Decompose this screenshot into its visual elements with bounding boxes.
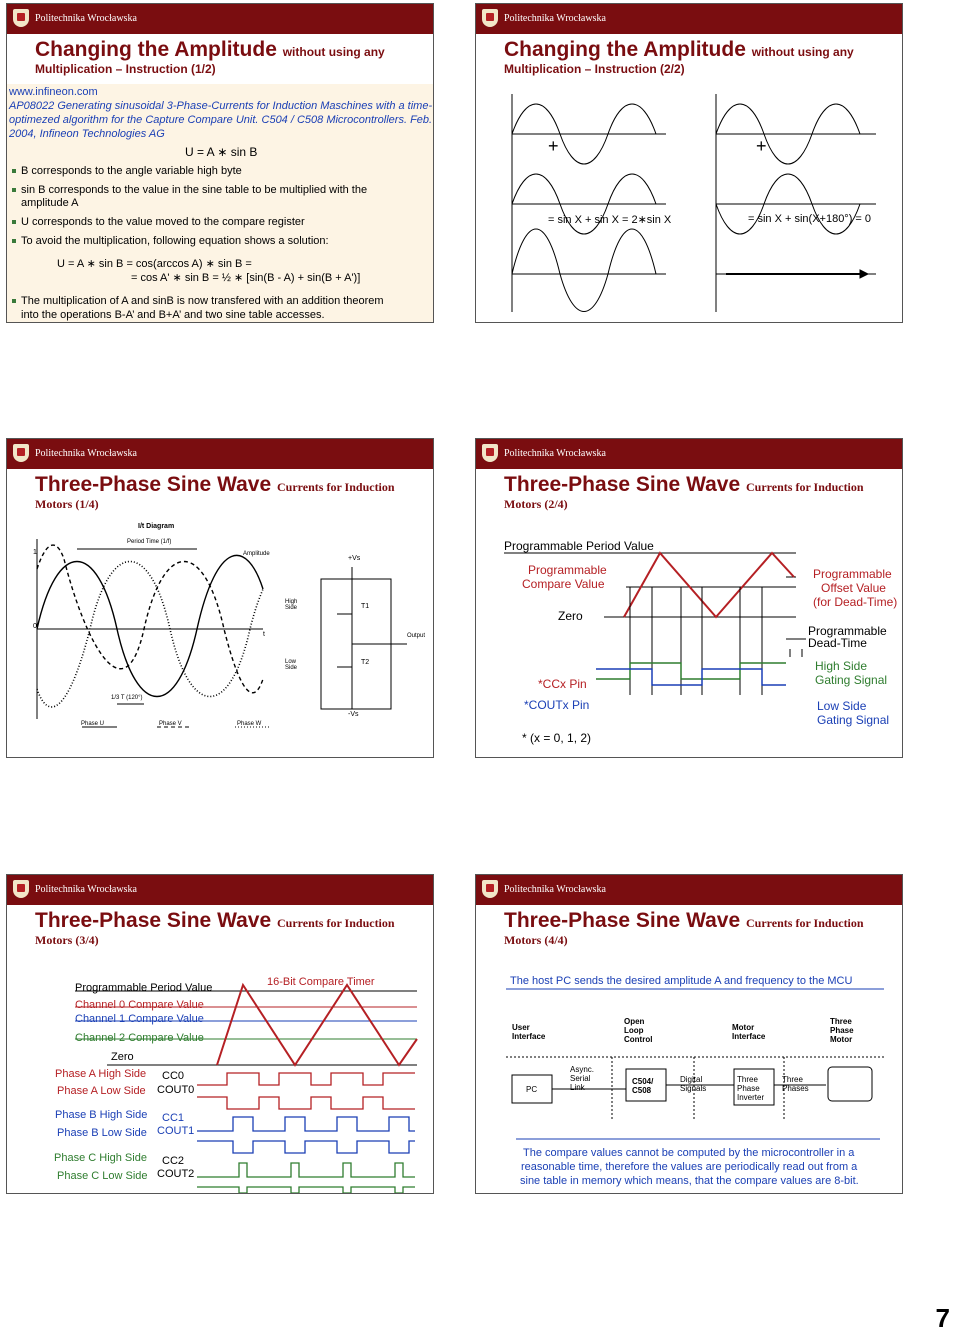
vs-plus-label: +Vs <box>348 555 361 562</box>
bullet-5a: The multiplication of A and sinB is now transfered with an addition theorem <box>21 295 384 307</box>
slide-title: Three-Phase Sine Wave Currents for Induction <box>504 909 864 932</box>
t2-label: T2 <box>361 659 370 666</box>
offset-label-3: (for Dead-Time) <box>813 595 898 609</box>
cc2-label: CC2 <box>162 1155 185 1167</box>
slide-6 <box>475 874 903 1194</box>
inverter-label: Three Phase Inverter <box>737 1075 765 1102</box>
open-loop-label: Open Loop Control <box>624 1017 653 1044</box>
university-logo-icon <box>482 880 498 898</box>
cc1-label: CC1 <box>162 1112 185 1124</box>
bullet-1: B corresponds to the angle variable high byte <box>21 165 242 177</box>
low-side-label-1: Low Side <box>817 699 867 713</box>
legend-phase-w: Phase W <box>237 721 262 727</box>
dead-time-label-1: Programmable <box>808 624 887 638</box>
phase-a-high-label: Phase A High Side <box>55 1068 147 1080</box>
cout0-label: COUT0 <box>157 1084 195 1096</box>
timer-label: 16-Bit Compare Timer <box>267 976 375 988</box>
footnote: * (x = 0, 1, 2) <box>522 731 592 745</box>
compare-label-1: Programmable <box>528 563 607 577</box>
slide-title-line2: Motors (4/4) <box>504 933 568 947</box>
university-logo-icon <box>13 444 29 462</box>
zero-label: Zero <box>111 1051 134 1063</box>
offset-label-2: Offset Value <box>821 581 886 595</box>
slide-title: Three-Phase Sine Wave Currents for Induction <box>35 909 395 932</box>
channel-1-label: Channel 1 Compare Value <box>75 1013 204 1025</box>
output-label: Output <box>407 633 426 639</box>
slide-title-line2: Motors (1/4) <box>35 497 99 511</box>
vs-minus-label: -Vs <box>348 711 359 718</box>
channel-2-label: Channel 2 Compare Value <box>75 1032 204 1044</box>
page-number: 7 <box>935 1303 950 1333</box>
axis-one: 1 <box>33 549 37 556</box>
three-phase-motor-label: Three Phase Motor <box>830 1017 854 1044</box>
high-side-label: High Side <box>285 599 298 611</box>
slide-header <box>7 875 433 905</box>
legend-phase-v: Phase V <box>159 721 182 727</box>
period-label: Period Time (1/f) <box>127 539 172 545</box>
async-serial-link-label: Async. Serial Link <box>570 1065 595 1092</box>
bullet-2b: amplitude A <box>21 197 79 209</box>
digital-signals-label: Digital Signals <box>680 1075 707 1093</box>
bullet-3: U corresponds to the value moved to the compare register <box>21 216 305 228</box>
coutx-pin-label: *COUTx Pin <box>524 698 590 712</box>
university-name: Politechnika Wrocławska <box>35 884 137 895</box>
reference-line-2: optimezed algorithm for the Capture Compare Unit. C504 / C508 Microcontrollers. Feb. <box>9 114 433 126</box>
reference-url[interactable]: www.infineon.com <box>9 86 98 98</box>
slide-title: Changing the Amplitude without using any <box>504 38 854 61</box>
slide-header <box>476 439 902 469</box>
offset-label-1: Programmable <box>813 567 892 581</box>
slide-title-line2: Motors (2/4) <box>504 497 568 511</box>
third-period-label: 1/3 T (120°) <box>111 695 143 701</box>
cout2-label: COUT2 <box>157 1168 195 1180</box>
axis-zero: 0 <box>33 623 37 630</box>
dead-time-label-2: Dead-Time <box>808 636 867 650</box>
bullet-4: To avoid the multiplication, following equation shows a solution: <box>21 235 329 247</box>
reference-line-3: 2004, Infineon Technologies AG <box>9 128 165 140</box>
bullet-2a: sin B corresponds to the value in the sine table to be multiplied with the <box>21 184 368 196</box>
slide-2 <box>475 3 903 323</box>
slide-3 <box>6 438 434 758</box>
slide-title-line2: Multiplication – Instruction (1/2) <box>35 62 216 76</box>
cc0-label: CC0 <box>162 1070 185 1082</box>
equation-left: = sin X + sin X = 2∗sin X <box>548 214 672 226</box>
phase-c-high-label: Phase C High Side <box>54 1152 147 1164</box>
motor-interface-label: Motor Interface <box>732 1023 766 1041</box>
ccx-pin-label: *CCx Pin <box>538 677 587 691</box>
slide-header <box>476 4 902 34</box>
high-side-label-1: High Side <box>815 659 868 673</box>
zero-label: Zero <box>558 609 583 623</box>
equation-line-1: U = A ∗ sin B = cos(arccos A) ∗ sin B = <box>57 258 252 270</box>
slide-5 <box>6 874 434 1194</box>
slide-title: Changing the Amplitude without using any <box>35 38 385 61</box>
cout1-label: COUT1 <box>157 1125 195 1137</box>
mcu-label: C504/ C508 <box>632 1077 654 1095</box>
period-value-label: Programmable Period Value <box>504 539 654 553</box>
period-value-label: Programmable Period Value <box>75 982 213 994</box>
channel-0-label: Channel 0 Compare Value <box>75 999 204 1011</box>
amplitude-label: Amplitude <box>243 551 270 557</box>
phase-b-low-label: Phase B Low Side <box>57 1127 147 1139</box>
legend-phase-u: Phase U <box>81 721 105 727</box>
phase-b-high-label: Phase B High Side <box>55 1109 148 1121</box>
sine-sum-diagram <box>476 84 903 323</box>
slide-1 <box>6 3 434 323</box>
phase-c-low-label: Phase C Low Side <box>57 1170 148 1182</box>
formula: U = A ∗ sin B <box>185 145 258 159</box>
reference-line-1: AP08022 Generating sinusoidal 3-Phase-Currents for Induction Maschines with a time- <box>9 100 433 112</box>
university-logo-icon <box>13 880 29 898</box>
plus-sign-left: + <box>548 136 559 156</box>
slide-4 <box>475 438 903 758</box>
university-name: Politechnika Wrocławska <box>504 448 606 459</box>
slide-title: Three-Phase Sine Wave Currents for Induction <box>35 473 395 496</box>
university-logo-icon <box>482 9 498 27</box>
bottom-text-1: The compare values cannot be computed by the microcontroller in a <box>523 1147 855 1159</box>
university-logo-icon <box>13 9 29 27</box>
slide-header <box>7 4 433 34</box>
top-text: The host PC sends the desired amplitude A and frequency to the MCU <box>510 975 853 987</box>
pc-label: PC <box>526 1085 538 1094</box>
equation-right: = sin X + sin(X+180°) = 0 <box>748 213 872 225</box>
compare-label-2: Compare Value <box>522 577 605 591</box>
university-name: Politechnika Wrocławska <box>35 13 137 24</box>
slide-header <box>7 439 433 469</box>
university-name: Politechnika Wrocławska <box>504 884 606 895</box>
phase-a-low-label: Phase A Low Side <box>57 1085 146 1097</box>
university-name: Politechnika Wrocławska <box>35 448 137 459</box>
slide-title-line2: Multiplication – Instruction (2/2) <box>504 62 685 76</box>
three-phase-diagram <box>7 519 434 758</box>
slide-header <box>476 875 902 905</box>
diagram-title: I/t Diagram <box>138 523 175 530</box>
bullet-5b: into the operations B-A’ and B+A’ and two sine table accesses. <box>21 309 325 321</box>
bottom-text-2: reasonable time, therefore the values are periodically read out from a <box>521 1161 858 1173</box>
three-phases-label: Three Phases <box>782 1075 809 1093</box>
plus-sign-right: + <box>756 136 767 156</box>
university-name: Politechnika Wrocławska <box>504 13 606 24</box>
slide-title-line2: Motors (3/4) <box>35 933 99 947</box>
low-side-label: Low Side <box>285 659 298 671</box>
axis-t: t <box>263 631 265 638</box>
university-logo-icon <box>482 444 498 462</box>
bottom-text-3: sine table in memory which means, that the compare values are 8-bit. <box>520 1175 859 1187</box>
equation-line-2: = cos A' ∗ sin B = ½ ∗ [sin(B - A) + sin(B + A')] <box>131 272 361 284</box>
low-side-label-2: Gating Signal <box>817 713 890 727</box>
high-side-label-2: Gating Signal <box>815 673 888 687</box>
t1-label: T1 <box>361 603 370 610</box>
user-interface-label: User Interface <box>512 1023 546 1041</box>
slide-title: Three-Phase Sine Wave Currents for Induction <box>504 473 864 496</box>
